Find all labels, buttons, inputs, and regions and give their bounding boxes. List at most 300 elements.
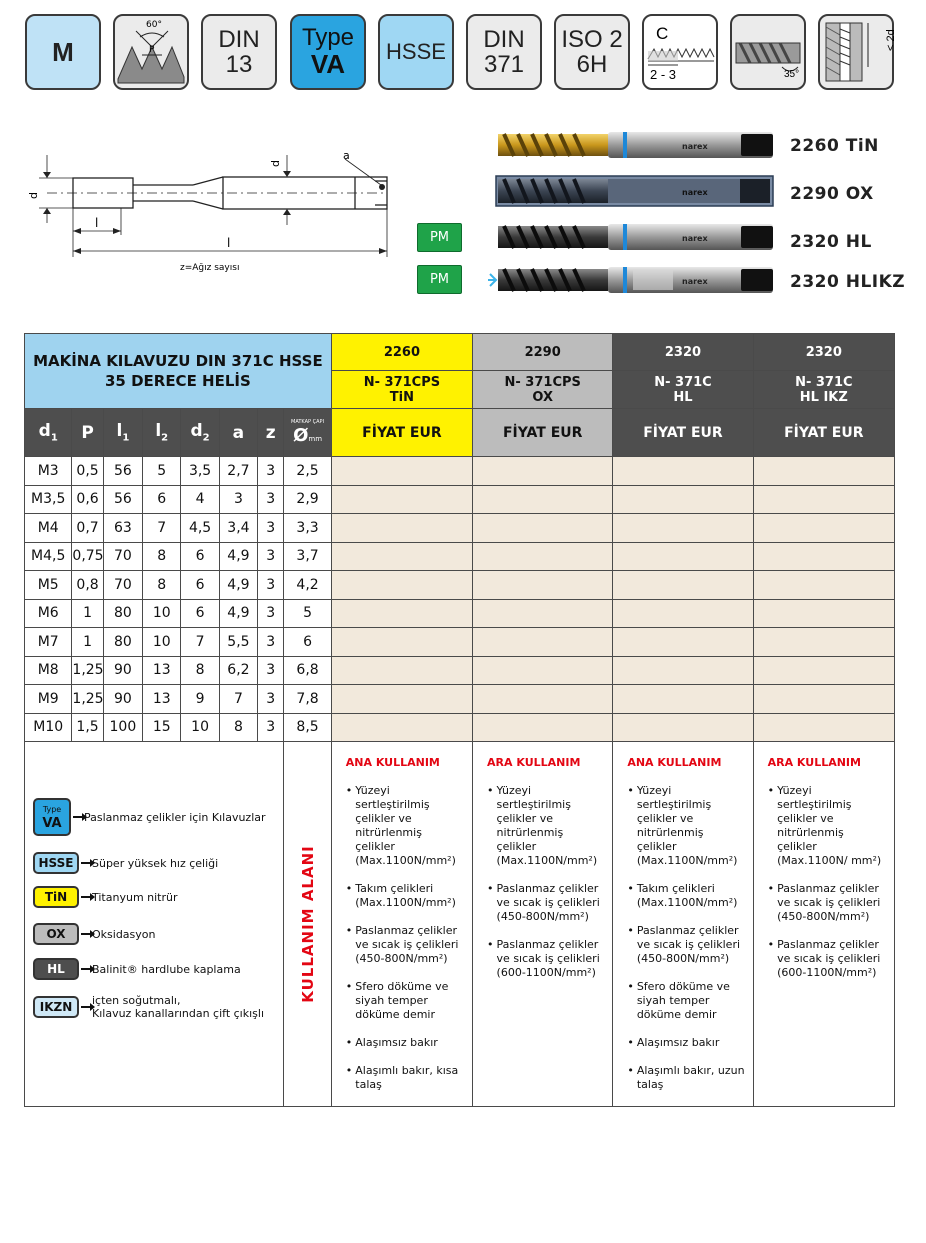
arrow-icon xyxy=(81,862,91,864)
usage-item-text: Paslanmaz çelikler ve sıcak iş çelikleri (450-800N/mm²) xyxy=(355,924,459,965)
blind-hole-graphic xyxy=(820,17,897,87)
table-row xyxy=(25,571,895,600)
col-z xyxy=(258,409,284,457)
table-cell: 6 xyxy=(284,628,331,657)
product-spec xyxy=(331,371,472,409)
legend-text: Oksidasyon xyxy=(92,927,156,941)
bullet-icon: • xyxy=(627,784,634,797)
table-cell: M4 xyxy=(25,514,72,543)
l1-dim-label: l xyxy=(227,236,231,250)
va-label: VA xyxy=(310,49,346,79)
price-cell xyxy=(331,713,472,742)
product-spec-line1: N- 371C xyxy=(795,374,853,390)
table-row xyxy=(25,485,895,514)
table-cell: 3,5 xyxy=(181,457,219,486)
brand-label: narex xyxy=(682,142,708,151)
usage-item-text: Takım çelikleri (Max.1100N/mm²) xyxy=(636,882,738,909)
table-cell: 8 xyxy=(143,542,181,571)
table-cell: 3 xyxy=(258,485,284,514)
table-row xyxy=(25,599,895,628)
col-d1-label: d xyxy=(38,421,51,442)
tool-label: 2260 TiN xyxy=(790,136,879,156)
price-cell xyxy=(613,628,753,657)
table-cell: 80 xyxy=(103,599,142,628)
table-row xyxy=(25,514,895,543)
usage-item xyxy=(346,1064,464,1092)
legend xyxy=(25,742,284,1107)
pm-badge: PM xyxy=(417,223,462,252)
usage-item xyxy=(487,784,604,868)
table-cell: 3 xyxy=(219,485,257,514)
col-p xyxy=(72,409,103,457)
usage-item-text: Yüzeyi sertleştirilmiş çelikler ve nitrürlenmiş çelikler (Max.1100N/mm²) xyxy=(496,784,598,867)
l2-dim-label: l xyxy=(95,216,99,230)
chamfer-c-label: C xyxy=(656,24,669,43)
table-cell: 3,4 xyxy=(219,514,257,543)
din13-badge xyxy=(201,14,277,90)
bullet-icon: • xyxy=(345,1036,353,1049)
table-cell: 3 xyxy=(258,713,284,742)
product-spec-line2: TiN xyxy=(389,389,415,405)
bullet-icon: • xyxy=(627,1064,634,1077)
brand-label: narex xyxy=(682,188,708,197)
hsse-label: HSSE xyxy=(386,39,446,64)
price-header: FİYAT EUR xyxy=(473,409,613,457)
tool-2260-tin xyxy=(498,132,773,158)
table-cell: 100 xyxy=(103,713,142,742)
thread-pitch-label: P xyxy=(149,45,155,55)
arrow-icon xyxy=(81,968,91,970)
tool-2320-hl xyxy=(498,224,773,250)
usage-item-text: Yüzeyi sertleştirilmiş çelikler ve nitrürlenmiş çelikler (Max.1100N/mm²) xyxy=(355,784,456,867)
price-cell xyxy=(473,685,613,714)
table-cell: 3 xyxy=(258,514,284,543)
price-cell xyxy=(613,656,753,685)
chamfer-icon xyxy=(642,14,718,90)
chamfer-range-label: 2 - 3 xyxy=(650,67,677,82)
table-cell: 10 xyxy=(143,628,181,657)
usage-area-label xyxy=(284,742,331,1107)
usage-item-text: Yüzeyi sertleştirilmiş çelikler ve nitrürlenmiş çelikler (Max.1100N/mm²) xyxy=(636,784,738,867)
table-cell: 4 xyxy=(181,485,219,514)
table-cell: M8 xyxy=(25,656,72,685)
price-header: FİYAT EUR xyxy=(613,409,753,457)
usage-item-text: Alaşımsız bakır xyxy=(636,1036,720,1049)
tool-2320-hlikz xyxy=(488,267,773,293)
table-cell: 7,8 xyxy=(284,685,331,714)
usage-item xyxy=(487,938,604,980)
col-drill xyxy=(284,409,331,457)
price-cell xyxy=(753,571,894,600)
usage-item-text: Sfero döküme ve siyah temper döküme demir xyxy=(355,980,449,1021)
table-cell: M3 xyxy=(25,457,72,486)
table-title-line1: MAKİNA KILAVUZU DIN 371C HSSE xyxy=(33,352,323,370)
table-row xyxy=(25,457,895,486)
table-cell: 8 xyxy=(219,713,257,742)
legend-text: Süper yüksek hız çeliği xyxy=(92,856,219,870)
brand-label: narex xyxy=(682,277,708,286)
price-cell xyxy=(473,542,613,571)
usage-item-text: Paslanmaz çelikler ve sıcak iş çelikleri (600-1100N/mm²) xyxy=(496,938,600,979)
table-cell: 3 xyxy=(258,599,284,628)
table-cell: 1,25 xyxy=(72,685,103,714)
table-cell: 2,7 xyxy=(219,457,257,486)
table-cell: 13 xyxy=(143,685,181,714)
brand-label: narex xyxy=(682,234,708,243)
spiral-flute-icon xyxy=(730,14,806,90)
legend-item-ikzn xyxy=(33,994,264,1020)
table-row xyxy=(25,656,895,685)
legend-text: Titanyum nitrür xyxy=(92,890,178,904)
table-cell: 2,5 xyxy=(284,457,331,486)
usage-item xyxy=(346,924,464,966)
col-a xyxy=(219,409,257,457)
table-cell: 8,5 xyxy=(284,713,331,742)
price-cell xyxy=(473,713,613,742)
product-spec xyxy=(613,371,753,409)
price-cell xyxy=(331,628,472,657)
table-cell: M4,5 xyxy=(25,542,72,571)
col-a-label: a xyxy=(232,422,245,443)
pm-badge: PM xyxy=(417,265,462,294)
arrow-icon xyxy=(81,933,91,935)
col-p-label: P xyxy=(81,422,94,443)
table-cell: 1 xyxy=(72,628,103,657)
usage-item-text: Alaşımsız bakır xyxy=(355,1036,438,1049)
tool-images xyxy=(488,128,778,298)
usage-item xyxy=(768,784,886,868)
usage-2290 xyxy=(473,742,613,1107)
legend-item-tin xyxy=(33,886,178,908)
table-cell: 3,7 xyxy=(284,542,331,571)
table-cell: 10 xyxy=(181,713,219,742)
table-cell: 7 xyxy=(143,514,181,543)
usage-item xyxy=(346,882,464,910)
tool-label: 2290 OX xyxy=(790,184,874,204)
table-cell: 3 xyxy=(258,628,284,657)
usage-item-text: Alaşımlı bakır, kısa talaş xyxy=(355,1064,459,1091)
table-cell: 3 xyxy=(258,542,284,571)
price-cell xyxy=(613,514,753,543)
table-row xyxy=(25,542,895,571)
usage-item xyxy=(627,882,744,910)
price-header: FİYAT EUR xyxy=(331,409,472,457)
bullet-icon: • xyxy=(345,1064,353,1077)
table-cell: 5,5 xyxy=(219,628,257,657)
table-cell: 1 xyxy=(72,599,103,628)
bullet-icon: • xyxy=(345,980,353,993)
price-cell xyxy=(473,628,613,657)
bullet-icon: • xyxy=(767,938,775,951)
bullet-icon: • xyxy=(627,980,634,993)
price-cell xyxy=(753,713,894,742)
price-cell xyxy=(331,457,472,486)
din371-line2: 371 xyxy=(483,51,525,78)
din371-badge xyxy=(466,14,542,90)
price-cell xyxy=(331,542,472,571)
price-cell xyxy=(331,656,472,685)
table-cell: 80 xyxy=(103,628,142,657)
product-spec-line1: N- 371CPS xyxy=(363,374,441,390)
price-cell xyxy=(613,685,753,714)
depth-label: < 2d xyxy=(885,29,897,51)
blind-hole-icon xyxy=(818,14,897,90)
bullet-icon: • xyxy=(345,924,353,937)
table-cell: 9 xyxy=(181,685,219,714)
bullet-icon: • xyxy=(627,1036,634,1049)
bullet-icon: • xyxy=(627,924,634,937)
usage-2320-hl xyxy=(613,742,753,1107)
table-cell: 4,2 xyxy=(284,571,331,600)
table-cell: 8 xyxy=(181,656,219,685)
price-cell xyxy=(613,599,753,628)
table-row xyxy=(25,628,895,657)
table-cell: 15 xyxy=(143,713,181,742)
arrow-icon xyxy=(81,896,91,898)
table-cell: 3,3 xyxy=(284,514,331,543)
table-row xyxy=(25,685,895,714)
table-cell: 3 xyxy=(258,571,284,600)
table-cell: 6 xyxy=(143,485,181,514)
price-cell xyxy=(753,628,894,657)
bullet-icon: • xyxy=(487,784,494,797)
price-header: FİYAT EUR xyxy=(753,409,894,457)
table-cell: M9 xyxy=(25,685,72,714)
usage-area-text: KULLANIM ALANI xyxy=(298,845,317,1003)
diameter-icon: Ømm xyxy=(293,425,323,446)
table-cell: 2,9 xyxy=(284,485,331,514)
price-cell xyxy=(331,485,472,514)
bullet-icon: • xyxy=(345,882,353,895)
price-cell xyxy=(753,542,894,571)
table-cell: 5 xyxy=(143,457,181,486)
col-l2-label: l xyxy=(155,421,162,442)
table-cell: 0,75 xyxy=(72,542,103,571)
table-cell: 56 xyxy=(103,485,142,514)
tool-2290-ox xyxy=(496,176,773,206)
usage-item-text: Sfero döküme ve siyah temper döküme demir xyxy=(636,980,730,1021)
price-cell xyxy=(473,457,613,486)
metric-thread-badge xyxy=(25,14,101,90)
price-cell xyxy=(473,514,613,543)
table-cell: 6 xyxy=(181,599,219,628)
din13-label: DIN 13 xyxy=(218,26,260,78)
price-cell xyxy=(613,542,753,571)
price-cell xyxy=(331,599,472,628)
table-cell: 0,5 xyxy=(72,457,103,486)
price-cell xyxy=(753,685,894,714)
table-title-line2: 35 DERECE HELİS xyxy=(104,372,251,390)
legend-box: TiN xyxy=(33,886,79,908)
usage-item-text: Paslanmaz çelikler ve sıcak iş çelikleri (450-800N/mm²) xyxy=(636,924,741,965)
table-cell: 3 xyxy=(258,656,284,685)
thread-angle-label: 60° xyxy=(146,20,162,30)
usage-item xyxy=(627,924,744,966)
legend-item-va xyxy=(33,798,266,836)
product-code-2320-hlikz: 2320 xyxy=(753,334,894,371)
col-z-label: z xyxy=(265,422,276,443)
price-cell xyxy=(613,457,753,486)
table-cell: M7 xyxy=(25,628,72,657)
price-cell xyxy=(753,514,894,543)
a-dim-label: a xyxy=(343,149,350,162)
product-code-2260: 2260 xyxy=(331,334,472,371)
table-cell: 6,2 xyxy=(219,656,257,685)
table-cell: 6,8 xyxy=(284,656,331,685)
spiral-flute-graphic xyxy=(732,17,804,87)
table-cell: 1,25 xyxy=(72,656,103,685)
helix-angle-label: 35° xyxy=(784,69,800,80)
price-cell xyxy=(331,685,472,714)
table-cell: 6 xyxy=(181,542,219,571)
product-spec-line1: N- 371C xyxy=(654,374,712,390)
bullet-icon: • xyxy=(487,938,494,951)
usage-2260 xyxy=(331,742,472,1107)
col-l1-label: l xyxy=(116,421,123,442)
price-cell xyxy=(473,571,613,600)
table-cell: 56 xyxy=(103,457,142,486)
metric-label: M xyxy=(52,36,74,67)
table-cell: 90 xyxy=(103,656,142,685)
usage-item-text: Alaşımlı bakır, uzun talaş xyxy=(636,1064,745,1091)
table-cell: 0,8 xyxy=(72,571,103,600)
product-spec-line2: HL xyxy=(673,389,693,405)
col-d2-label: d xyxy=(190,421,203,442)
product-spec-line1: N- 371CPS xyxy=(504,374,581,390)
bullet-icon: • xyxy=(767,882,775,895)
legend-va-box xyxy=(33,798,71,836)
table-cell: 7 xyxy=(219,685,257,714)
usage-heading: ARA KULLANIM xyxy=(487,756,581,769)
tool-label: 2320 HLIKZ xyxy=(790,272,906,292)
product-code-2320-hl: 2320 xyxy=(613,334,753,371)
iso-line2: 6H xyxy=(576,51,608,78)
table-cell: 3 xyxy=(258,685,284,714)
thread-profile-icon xyxy=(113,14,189,90)
table-cell: 0,7 xyxy=(72,514,103,543)
iso-line1: ISO 2 xyxy=(561,26,623,53)
price-cell xyxy=(473,656,613,685)
usage-heading: ANA KULLANIM xyxy=(345,756,440,769)
drill-unit-label: mm xyxy=(308,435,323,443)
table-cell: M10 xyxy=(25,713,72,742)
table-cell: 5 xyxy=(284,599,331,628)
usage-item xyxy=(346,1036,464,1050)
table-cell: M3,5 xyxy=(25,485,72,514)
chamfer-graphic xyxy=(644,17,716,87)
table-title xyxy=(25,334,332,409)
table-cell: 4,5 xyxy=(181,514,219,543)
price-cell xyxy=(753,599,894,628)
col-l1: $l_1$ xyxy=(103,409,142,457)
legend-text xyxy=(92,994,264,1020)
hsse-badge xyxy=(378,14,454,90)
price-cell xyxy=(473,485,613,514)
usage-item xyxy=(487,882,604,924)
legend-text: Balinit® hardlube kaplama xyxy=(92,962,241,976)
legend-va-box-l1: Type xyxy=(42,805,62,814)
usage-heading: ARA KULLANIM xyxy=(767,756,861,769)
table-cell: M5 xyxy=(25,571,72,600)
table-cell: 70 xyxy=(103,542,142,571)
usage-item xyxy=(627,1036,744,1050)
price-cell xyxy=(613,571,753,600)
type-label: Type xyxy=(301,24,355,51)
bullet-icon: • xyxy=(345,784,353,797)
price-cell xyxy=(753,656,894,685)
table-cell: 8 xyxy=(143,571,181,600)
tool-label: 2320 HL xyxy=(790,232,872,252)
tap-dimension-drawing xyxy=(25,145,395,285)
usage-item xyxy=(768,882,886,924)
table-cell: M6 xyxy=(25,599,72,628)
legend-text-l2: Kılavuz kanallarından çift çıkışlı xyxy=(92,1007,265,1020)
product-code-2290: 2290 xyxy=(473,334,613,371)
col-d2: $d_2$ xyxy=(181,409,219,457)
table-cell: 4,9 xyxy=(219,571,257,600)
usage-heading: ANA KULLANIM xyxy=(627,756,722,769)
usage-2320-hlikz xyxy=(753,742,894,1107)
table-cell: 13 xyxy=(143,656,181,685)
usage-item xyxy=(768,938,886,980)
bullet-icon: • xyxy=(767,784,775,797)
usage-item xyxy=(627,980,744,1022)
legend-box: HL xyxy=(33,958,79,980)
price-cell xyxy=(331,514,472,543)
table-cell: 4,9 xyxy=(219,599,257,628)
col-l2: $l_2$ xyxy=(143,409,181,457)
price-cell xyxy=(753,457,894,486)
legend-box: IKZN xyxy=(33,996,79,1018)
price-cell xyxy=(613,485,753,514)
thread-profile-graphic xyxy=(116,17,186,87)
table-cell: 63 xyxy=(103,514,142,543)
arrow-icon xyxy=(73,816,83,818)
usage-item-text: Paslanmaz çelikler ve sıcak iş çelikleri (450-800N/mm²) xyxy=(777,882,881,923)
table-cell: 1,5 xyxy=(72,713,103,742)
product-spec xyxy=(473,371,613,409)
table-cell: 0,6 xyxy=(72,485,103,514)
product-spec-line2: HL IKZ xyxy=(799,389,848,405)
table-cell: 7 xyxy=(181,628,219,657)
usage-item-text: Paslanmaz çelikler ve sıcak iş çelikleri (450-800N/mm²) xyxy=(496,882,600,923)
table-row xyxy=(25,713,895,742)
product-spec xyxy=(753,371,894,409)
table-cell: 6 xyxy=(181,571,219,600)
legend-item-hl xyxy=(33,958,241,980)
iso-tolerance-badge xyxy=(554,14,630,90)
table-cell: 3 xyxy=(258,457,284,486)
price-cell xyxy=(613,713,753,742)
usage-item xyxy=(346,980,464,1022)
legend-text-l1: içten soğutmalı, xyxy=(92,994,181,1007)
legend-box: HSSE xyxy=(33,852,79,874)
usage-item-text: Paslanmaz çelikler ve sıcak iş çelikleri (600-1100N/mm²) xyxy=(777,938,881,979)
legend-text: Paslanmaz çelikler için Kılavuzlar xyxy=(84,810,266,824)
legend-item-ox xyxy=(33,923,155,945)
drawing-caption: z=Ağız sayısı xyxy=(180,263,240,273)
price-cell xyxy=(473,599,613,628)
legend-va-box-l2: VA xyxy=(42,816,62,831)
d1-dim-label: d xyxy=(27,192,40,199)
usage-item xyxy=(627,784,744,868)
arrow-icon xyxy=(81,1006,91,1008)
usage-item-text: Takım çelikleri (Max.1100N/mm²) xyxy=(355,882,456,909)
usage-item xyxy=(346,784,464,868)
usage-item-text: Yüzeyi sertleştirilmiş çelikler ve nitrürlenmiş çelikler (Max.1100N/ mm²) xyxy=(777,784,882,867)
drill-top-label: MATKAP ÇAPI xyxy=(291,419,325,425)
product-table xyxy=(24,333,895,1107)
